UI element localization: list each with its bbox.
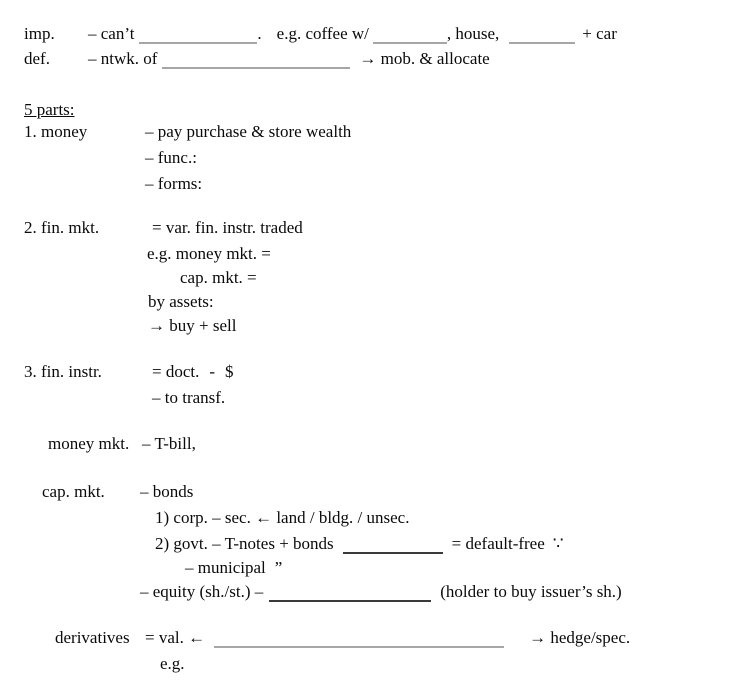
blank-house xyxy=(509,42,575,44)
dollar-sign-text: $ xyxy=(225,362,234,381)
hedge-spec-text: → hedge/spec. xyxy=(529,628,631,647)
line-buy-sell xyxy=(148,316,723,336)
fin-mkt-def-text: = var. fin. instr. traded xyxy=(152,218,303,237)
transf-text: – to transf. xyxy=(152,388,226,407)
derivatives-label: derivatives xyxy=(55,628,130,647)
line-money-mkt-instr xyxy=(48,434,723,454)
corp-text: 1) corp. – sec. ← land / bldg. / unsec. xyxy=(155,508,410,527)
line-corp xyxy=(155,508,409,528)
allocate-text: → mob. & allocate xyxy=(359,49,490,68)
blank-equity xyxy=(269,600,431,602)
bonds-text: – bonds xyxy=(140,482,194,501)
line-govt xyxy=(155,534,723,554)
line-forms xyxy=(145,174,723,194)
because-symbol: ∵ xyxy=(552,534,564,553)
line-municipal xyxy=(185,558,723,578)
blank-cant xyxy=(139,42,257,44)
blank-val xyxy=(214,646,504,648)
line-cap-mkt-eq xyxy=(180,268,723,288)
house-text: , house, xyxy=(446,24,500,43)
blank-ntwk xyxy=(162,67,350,69)
cap-mkt-eq-text: cap. mkt. = xyxy=(180,268,257,287)
by-assets-text: by assets: xyxy=(148,292,214,311)
ntwk-text: – ntwk. of xyxy=(88,49,158,68)
blank-coffee xyxy=(373,42,447,44)
line-money xyxy=(24,122,351,142)
cant-text: – can’t xyxy=(88,24,135,43)
cap-mkt-label: cap. mkt. xyxy=(42,482,105,501)
default-free-text: = default-free xyxy=(451,534,545,553)
line-by-assets xyxy=(148,292,723,312)
tbill-text: – T-bill, xyxy=(142,434,196,453)
money-pay-text: – pay purchase & store wealth xyxy=(145,122,352,141)
line-equity xyxy=(140,582,622,602)
line-importance xyxy=(24,24,735,44)
ditto-mark: ” xyxy=(274,558,283,577)
equity-note-text: (holder to buy issuer’s sh.) xyxy=(440,582,622,601)
forms-text: – forms: xyxy=(145,174,203,193)
eg-money-mkt-text: e.g. money mkt. = xyxy=(147,244,271,263)
doct-text: = doct. xyxy=(152,362,200,381)
line-func xyxy=(145,148,723,168)
equity-text: – equity (sh./st.) – xyxy=(140,582,264,601)
line-heading xyxy=(24,100,75,120)
car-text: + car xyxy=(582,24,617,43)
money-label: 1. money xyxy=(24,122,88,141)
eg-coffee-text: e.g. coffee w/ xyxy=(276,24,369,43)
line-fin-mkt xyxy=(24,218,303,238)
govt-text: 2) govt. – T-notes + bonds xyxy=(155,534,334,553)
definition-label: def. xyxy=(24,49,50,68)
line-transf xyxy=(152,388,723,408)
func-text: – func.: xyxy=(145,148,197,167)
fin-instr-label: 3. fin. instr. xyxy=(24,362,102,381)
doct-dash-text: - xyxy=(209,362,216,381)
val-text: = val. ← xyxy=(145,628,206,647)
line-derivatives-eg xyxy=(160,654,723,674)
fin-mkt-label: 2. fin. mkt. xyxy=(24,218,100,237)
page-title: 5 parts: xyxy=(24,100,75,119)
line-definition xyxy=(24,49,735,69)
line-eg-money-mkt xyxy=(147,244,723,264)
line-derivatives xyxy=(55,628,630,648)
blank-govt-bonds xyxy=(343,552,443,554)
money-mkt-label: money mkt. xyxy=(48,434,130,453)
line-cap-mkt xyxy=(42,482,193,502)
derivatives-eg-text: e.g. xyxy=(160,654,185,673)
line-fin-instr xyxy=(24,362,723,382)
municipal-text: – municipal xyxy=(185,558,266,577)
period-text: . xyxy=(257,24,262,43)
importance-label: imp. xyxy=(24,24,55,43)
buy-sell-text: → buy + sell xyxy=(148,316,237,335)
